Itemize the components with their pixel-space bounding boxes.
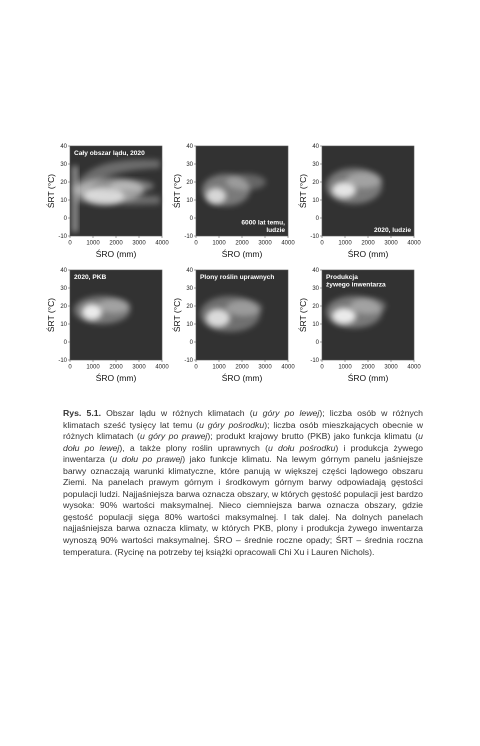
x-tick-label: 1000 (338, 364, 352, 371)
x-tick-label: 2000 (361, 364, 375, 371)
y-tick-label: 20 (60, 304, 67, 310)
panel-plot (174, 141, 296, 269)
panel-label: 6000 lat temu, (241, 219, 285, 227)
figure-panel (300, 265, 422, 393)
x-tick-label: 3000 (384, 364, 398, 371)
y-tick-label: 30 (60, 286, 67, 292)
caption-emphasis: u góry po prawej (139, 431, 208, 442)
x-axis-label: ŚRO (mm) (221, 373, 263, 383)
caption-emphasis: u góry pośrodku (199, 419, 265, 430)
x-tick-label: 4000 (281, 364, 295, 371)
x-tick-label: 1000 (338, 240, 352, 247)
panel-label: żywego inwentarza (326, 281, 386, 289)
x-tick-label: 2000 (361, 240, 375, 247)
x-axis-label: ŚRO (mm) (95, 373, 137, 383)
y-tick-label: 10 (186, 198, 193, 204)
x-tick-label: 0 (320, 364, 324, 371)
density-shape (72, 166, 78, 232)
y-tick-label: 40 (60, 268, 67, 274)
y-tick-label: 10 (60, 322, 67, 328)
figure-panel (300, 141, 422, 269)
y-tick-label: 30 (60, 162, 67, 168)
x-tick-label: 4000 (155, 364, 169, 371)
y-tick-label: 30 (312, 162, 319, 168)
y-tick-label: -10 (310, 234, 319, 240)
x-tick-label: 3000 (258, 364, 272, 371)
y-tick-label: 10 (60, 198, 67, 204)
y-tick-label: 40 (60, 144, 67, 150)
y-tick-label: 40 (186, 144, 193, 150)
x-tick-label: 2000 (109, 240, 123, 247)
density-shape (346, 172, 382, 188)
x-tick-label: 1000 (212, 240, 226, 247)
panel-label: 2020, PKB (74, 274, 107, 281)
density-shape (110, 180, 154, 192)
x-tick-label: 0 (68, 240, 72, 247)
x-axis-label: ŚRO (mm) (95, 249, 137, 259)
x-tick-label: 3000 (132, 364, 146, 371)
caption-text: Obszar lądu w różnych klimatach ( (101, 408, 253, 418)
caption-text: ) jako funkcje klimatu. Na lewym górnym panelu jaśniejsze barwy oznaczają warunki klimatyczne, które panują w większej części lądowego obszaru Ziemi. Na panelach prawym górnym i środkowym górnym barwy odpowiadają gęstości populacji ludzi. Najjaśniejsza barwa oznacza obszary, w których gęstość populacji jest bardzo wysoka: 90% wartości maksymalnej. Nieco ciemniejsza barwa oznacza obszary, gdzie gęstość populacji sięga 80% wartości maksymalnej. I tak dalej. Na dolnych panelach najjaśniejsza barwa oznacza klimaty, w których PKB, plony i produkcja żywego inwentarza wynoszą 90% wartości maksymalnej. ŚRO – średnie roczne opady; ŚRT – średnia roczna temperatura. (Rycinę na potrzeby tej książki opracowali Chi Xu i Lauren Nichols). (63, 454, 423, 557)
x-tick-label: 1000 (86, 364, 100, 371)
x-tick-label: 3000 (384, 240, 398, 247)
panel-label: Produkcja (326, 274, 358, 281)
panel-plot (48, 141, 170, 269)
y-axis-label: ŚRT (°C) (172, 173, 182, 209)
y-axis-label: ŚRT (°C) (298, 297, 308, 333)
y-tick-label: 40 (312, 268, 319, 274)
y-tick-label: 0 (315, 216, 319, 222)
panel-plot (174, 265, 296, 393)
x-tick-label: 3000 (132, 240, 146, 247)
y-tick-label: 20 (312, 304, 319, 310)
x-tick-label: 0 (194, 240, 198, 247)
x-tick-label: 0 (194, 364, 198, 371)
panel-label: Cały obszar lądu, 2020 (74, 150, 145, 157)
x-tick-label: 4000 (155, 240, 169, 247)
y-tick-label: 10 (312, 322, 319, 328)
density-shape (332, 308, 356, 324)
density-shape (350, 298, 386, 314)
y-tick-label: 40 (186, 268, 193, 274)
y-tick-label: 20 (312, 180, 319, 186)
panel-label: ludzie (266, 227, 285, 234)
figure-panel (174, 265, 296, 393)
y-tick-label: 20 (60, 180, 67, 186)
caption-text: ); liczba osób w różnych klimatach sześć tysięcy lat temu ( (63, 408, 423, 430)
y-tick-label: 10 (186, 322, 193, 328)
panel-plot (48, 265, 170, 393)
x-tick-label: 0 (320, 240, 324, 247)
density-shape (226, 300, 262, 316)
panel-label: 2020, ludzie (373, 227, 411, 234)
x-tick-label: 0 (68, 364, 72, 371)
caption-text: ); liczba osób mieszkających obecnie w różnych klimatach ( (63, 419, 423, 442)
y-tick-label: 0 (63, 216, 67, 222)
y-tick-label: -10 (184, 234, 193, 240)
y-axis-label: ŚRT (°C) (46, 173, 56, 209)
y-tick-label: 0 (189, 216, 193, 222)
y-axis-label: ŚRT (°C) (46, 297, 56, 333)
y-tick-label: 20 (186, 180, 193, 186)
y-tick-label: 0 (189, 340, 193, 346)
y-tick-label: 40 (312, 144, 319, 150)
caption-text: ) i produkcja żywego inwentarza ( (63, 442, 423, 465)
x-tick-label: 4000 (281, 240, 295, 247)
y-tick-label: 0 (315, 340, 319, 346)
x-tick-label: 2000 (235, 240, 249, 247)
density-shape (206, 309, 230, 327)
y-tick-label: -10 (58, 234, 67, 240)
panel-plot (300, 141, 422, 269)
y-tick-label: 10 (312, 198, 319, 204)
x-axis-label: ŚRO (mm) (347, 373, 389, 383)
caption-emphasis: u dołu po prawej (112, 454, 183, 465)
figure-panel (174, 141, 296, 269)
density-shape (226, 174, 266, 190)
y-tick-label: 20 (186, 304, 193, 310)
figure-panel (48, 141, 170, 269)
caption-emphasis: u dołu pośrodku (267, 442, 336, 453)
caption-emphasis: u dołu po lewej (63, 431, 423, 453)
x-axis-label: ŚRO (mm) (347, 249, 389, 259)
x-tick-label: 4000 (407, 240, 421, 247)
density-shape (206, 188, 226, 204)
panel-label: Plony roślin uprawnych (200, 274, 275, 281)
x-tick-label: 1000 (86, 240, 100, 247)
x-tick-label: 2000 (109, 364, 123, 371)
x-tick-label: 4000 (407, 364, 421, 371)
x-tick-label: 2000 (235, 364, 249, 371)
figure-caption (63, 408, 423, 558)
x-tick-label: 1000 (212, 364, 226, 371)
y-tick-label: 0 (63, 340, 67, 346)
y-axis-label: ŚRT (°C) (298, 173, 308, 209)
y-tick-label: -10 (310, 358, 319, 364)
caption-text: ); produkt krajowy brutto (PKB) jako funkcja klimatu ( (207, 431, 419, 442)
y-tick-label: 30 (186, 162, 193, 168)
y-tick-label: -10 (184, 358, 193, 364)
y-tick-label: 30 (312, 286, 319, 292)
panel-plot (300, 265, 422, 393)
y-tick-label: -10 (58, 358, 67, 364)
caption-text: ), a także plony roślin uprawnych ( (119, 442, 268, 453)
x-axis-label: ŚRO (mm) (221, 249, 263, 259)
y-tick-label: 30 (186, 286, 193, 292)
figure-panel (48, 265, 170, 393)
caption-lead: Rys. 5.1. (63, 408, 101, 418)
x-tick-label: 3000 (258, 240, 272, 247)
caption-emphasis: u góry po lewej (252, 408, 320, 418)
density-shape (98, 299, 130, 313)
y-axis-label: ŚRT (°C) (172, 297, 182, 333)
